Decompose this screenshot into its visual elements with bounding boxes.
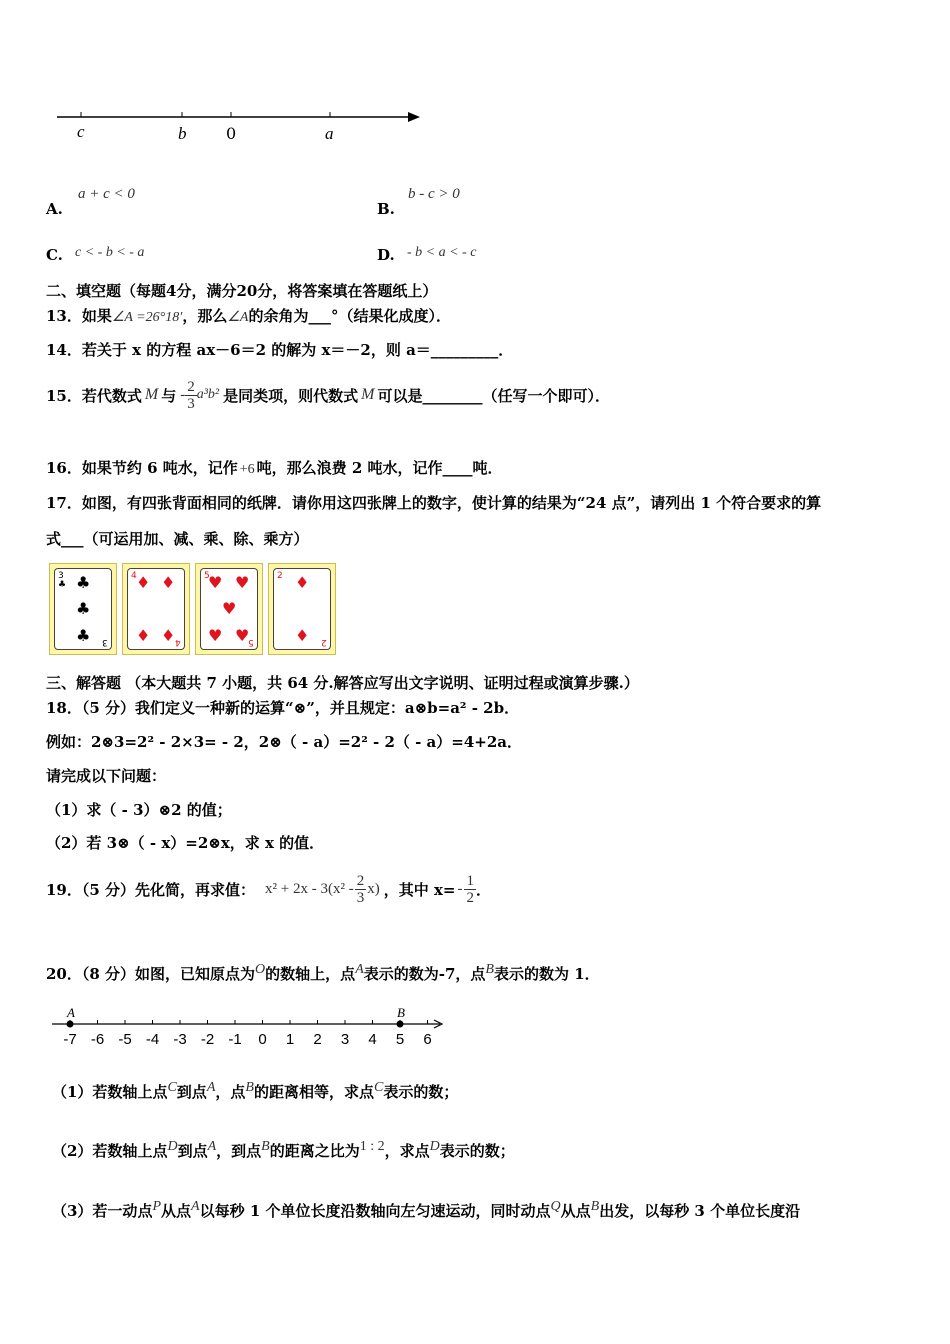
question-20-part2 [52, 1139, 515, 1161]
q19-expr-b: x) [367, 880, 380, 897]
card-rank: 3 [58, 571, 64, 581]
q20p1-C: C [167, 1080, 177, 1095]
q20p1-a: （1）若数轴上点 [52, 1083, 168, 1101]
q13-post: 的余角为___°（结果化成度）． [248, 307, 451, 325]
axis-tick-label: 5 [395, 1031, 405, 1048]
card-rank: 5 [204, 571, 210, 581]
q20p1-b: 到点 [176, 1083, 207, 1101]
q20-B: B [485, 962, 494, 977]
q20p2-a: （2）若数轴上点 [52, 1142, 168, 1160]
number-line-label-a: a [325, 124, 334, 143]
q20p2-b: 到点 [177, 1142, 208, 1160]
q19-expr-a: x² + 2x - 3(x² - [265, 880, 354, 897]
card-3-clubs [49, 563, 117, 655]
axis-tick-label: 4 [368, 1031, 377, 1048]
q20p2-A: A [207, 1139, 217, 1154]
card-2-diamonds [268, 563, 336, 655]
q19-pre: 19．（5 分）先化简，再求值： [46, 880, 256, 899]
point-b-dot [397, 1021, 404, 1028]
q20-mid2: 表示的数为-7，点 [363, 965, 486, 983]
option-d-expr: - b < a < - c [407, 245, 477, 260]
q15-M: M [144, 386, 159, 403]
q20-post: 表示的数为 1． [493, 965, 600, 983]
q13-angle2: ∠A [227, 310, 249, 325]
question-18-example: 例如：2⊗3=2² - 2×3= - 2，2⊗（ - a）=2² - 2（ - a）=4+2a． [46, 733, 523, 751]
q20p3-Q: Q [550, 1199, 561, 1214]
q19-f-den: 3 [356, 889, 365, 906]
number-line-label-c: c [77, 122, 85, 141]
question-17-line2: 式___（可运用加、减、乘、除、乘方） [46, 530, 309, 548]
number-line-label-0: 0 [226, 124, 237, 143]
q20p1-d: 的距离相等，求点 [253, 1083, 374, 1101]
card-rank: 4 [131, 571, 137, 581]
axis-tick-label: 2 [313, 1031, 322, 1048]
q20p3-e: 出发，以每秒 3 个单位长度沿 [599, 1202, 801, 1220]
axis-tick-label: -4 [145, 1031, 160, 1048]
number-line-label-b: b [178, 124, 187, 143]
axis-tick-label: -2 [200, 1031, 215, 1048]
point-a-dot [67, 1021, 74, 1028]
q20p2-B: B [261, 1139, 270, 1154]
q20p3-P: P [152, 1199, 162, 1214]
card-rank: 3 [102, 637, 108, 647]
club-icon: ♣ [76, 599, 91, 618]
q15-with: 与 [161, 386, 177, 405]
heart-icon: ♥ [208, 573, 223, 592]
q19-v-num: 1 [466, 872, 474, 889]
q16-pre: 16．如果节约 6 吨水，记作 [46, 459, 238, 477]
q20-A: A [355, 962, 364, 977]
q20p2-ratio: 1 : 2 [359, 1139, 385, 1154]
q15-term: a³b² [196, 387, 220, 402]
section-3-heading: 三、解答题 （本大题共 7 小题，共 64 分.解答应写出文字说明、证明过程或演算步骤.） [46, 674, 639, 692]
q15-sign: - [180, 386, 186, 403]
q20-O: O [255, 962, 266, 977]
q13-pre: 13．如果 [46, 307, 112, 325]
q16-post: 吨，那么浪费 2 吨水，记作____吨． [256, 459, 503, 477]
axis-tick-label: -6 [90, 1031, 105, 1048]
q20p2-c: ，到点 [216, 1142, 262, 1160]
option-a-expr: a + c < 0 [78, 186, 135, 202]
q20p3-a: （3）若一动点 [52, 1202, 153, 1220]
q15-mid: 是同类项，则代数式 [223, 386, 359, 405]
q20p1-c: ，点 [215, 1083, 246, 1101]
q20p3-A: A [191, 1199, 200, 1214]
q13-mid: ，那么 [182, 307, 228, 325]
q19-f-num: 2 [356, 872, 365, 889]
diamond-icon: ♦ [161, 626, 176, 645]
q20-pre: 20．（8 分）如图，已知原点为 [46, 965, 256, 983]
card-rank: 2 [277, 571, 283, 581]
question-14: 14．若关于 x 的方程 ax－6＝2 的解为 x＝－2，则 a＝_________． [46, 341, 514, 359]
q19-mid: ，其中 x= [383, 880, 456, 899]
card-rank: 5 [248, 637, 254, 647]
diamond-icon: ♦ [136, 626, 151, 645]
section-2-heading: 二、填空题（每题4分，满分20分，将答案填在答题纸上） [46, 282, 438, 300]
club-icon: ♣ [76, 573, 91, 592]
option-b-expr: b - c > 0 [408, 186, 460, 202]
axis-tick-label: 3 [340, 1031, 350, 1048]
q13-angle: ∠A =26°18′ [111, 310, 183, 325]
q20p3-B: B [590, 1199, 600, 1214]
number-line-top [55, 105, 425, 150]
question-18-title: 18．（5 分）我们定义一种新的运算“⊗”，并且规定：a⊗b=a² - 2b． [46, 699, 520, 717]
option-d-letter: D. [377, 246, 395, 264]
card-5-hearts [195, 563, 263, 655]
q20p1-B: B [245, 1080, 254, 1095]
q19-value-fraction [464, 873, 476, 906]
q20p3-d: 从点 [560, 1202, 591, 1220]
q16-val: +6 [239, 462, 255, 477]
diamond-icon: ♦ [295, 626, 310, 645]
option-a-letter: A. [46, 200, 63, 218]
q15-fraction [185, 379, 197, 412]
question-20-part3 [52, 1199, 800, 1221]
q19-end: ． [475, 880, 491, 899]
question-18-part1: （1）求（ - 3）⊗2 的值； [46, 801, 232, 819]
q20p2-D2: D [429, 1139, 440, 1154]
axis-tick-label: 0 [258, 1031, 267, 1048]
q20p3-b: 从点 [161, 1202, 192, 1220]
q20p1-e: 表示的数； [383, 1083, 459, 1101]
option-c-letter: C. [46, 246, 63, 264]
question-18-instruction: 请完成以下问题： [46, 767, 167, 785]
q20p1-A: A [206, 1080, 216, 1095]
heart-icon: ♥ [235, 626, 250, 645]
q19-fraction [355, 873, 367, 906]
diamond-icon: ♦ [295, 573, 310, 592]
card-rank: 2 [321, 637, 327, 647]
question-20 [46, 962, 600, 984]
question-18-part2: （2）若 3⊗（ - x）=2⊗x，求 x 的值． [46, 834, 325, 852]
heart-icon: ♥ [222, 599, 237, 618]
question-19 [46, 866, 491, 912]
q15-num: 2 [187, 378, 195, 395]
axis-tick-label: -1 [228, 1031, 242, 1048]
club-icon: ♣ [58, 580, 67, 590]
axis-tick-label: -7 [63, 1031, 77, 1048]
q19-v-den: 2 [466, 889, 474, 906]
q15-post: 可以是________（任写一个即可）． [377, 386, 610, 405]
number-line-q20 [50, 1008, 455, 1050]
diamond-icon: ♦ [136, 573, 151, 592]
q15-M2: M [361, 386, 375, 403]
option-c-expr: c < - b < - a [75, 245, 145, 260]
q20p2-e: ，求点 [384, 1142, 430, 1160]
diamond-icon: ♦ [161, 573, 176, 592]
question-20-part1 [52, 1080, 458, 1102]
q20p1-C2: C [373, 1080, 384, 1095]
q20p2-D: D [167, 1139, 178, 1154]
card-rank: 4 [175, 637, 181, 647]
axis-tick-label: 1 [285, 1031, 295, 1048]
question-16 [46, 457, 503, 478]
q15-pre: 15．若代数式 [46, 386, 142, 405]
q20-mid1: 的数轴上，点 [265, 965, 356, 983]
axis-tick-label: -5 [118, 1031, 132, 1048]
heart-icon: ♥ [208, 626, 223, 645]
q20p2-d: 的距离之比为 [269, 1142, 360, 1160]
axis-tick-label: -3 [173, 1031, 187, 1048]
question-15 [46, 373, 610, 417]
q19-sign: - [457, 880, 463, 897]
q20p2-f: 表示的数； [439, 1142, 515, 1160]
option-b-letter: B. [377, 200, 395, 218]
point-b-label: B [397, 1008, 405, 1020]
q15-den: 3 [187, 395, 195, 412]
card-4-diamonds [122, 563, 190, 655]
question-13 [46, 305, 451, 326]
point-a-label: A [67, 1008, 75, 1020]
q20p3-c: 以每秒 1 个单位长度沿数轴向左匀速运动，同时动点 [199, 1202, 551, 1220]
club-icon: ♣ [76, 626, 91, 645]
question-17-line1: 17．如图，有四张背面相同的纸牌．请你用这四张牌上的数字，使计算的结果为“24 点”，请列出 1 个符合要求的算 [46, 494, 822, 512]
axis-tick-label: 6 [423, 1031, 432, 1048]
heart-icon: ♥ [235, 573, 250, 592]
